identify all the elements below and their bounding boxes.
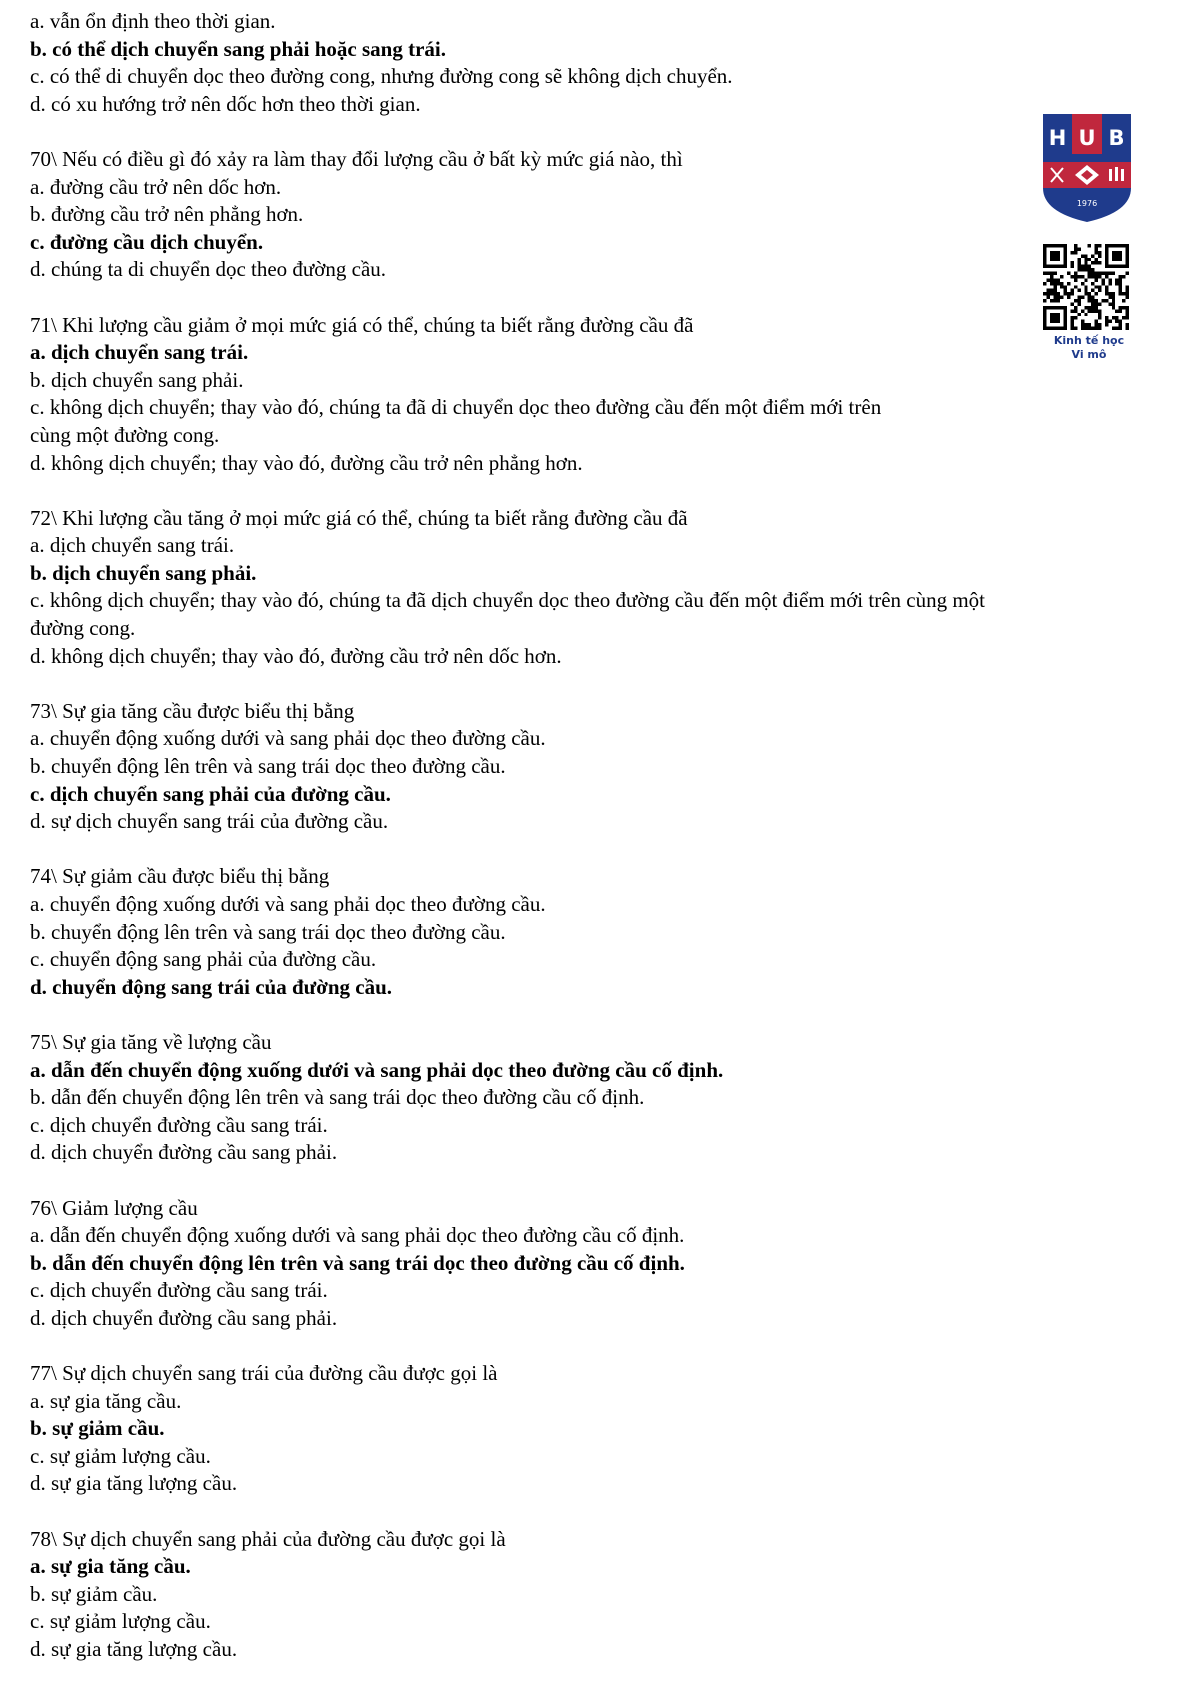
logo-letter-h: H (1048, 126, 1067, 150)
caption-line-1: Kinh tế học (1053, 334, 1125, 347)
answer-option: d. chúng ta di chuyển dọc theo đường cầu. (30, 257, 387, 282)
question-stem: 70\ Nếu có điều gì đó xảy ra làm thay đổi lượng cầu ở bất kỳ mức giá nào, thì (30, 146, 683, 171)
question-block (30, 312, 1150, 478)
answer-option: b. dẫn đến chuyển động lên trên và sang trái dọc theo đường cầu cố định. (30, 1085, 645, 1110)
answer-option: a. sự gia tăng cầu. (30, 1388, 182, 1413)
correct-answer-option: b. có thể dịch chuyển sang phải hoặc sang trái. (30, 36, 446, 61)
answer-option: d. dịch chuyển đường cầu sang phải. (30, 1140, 338, 1165)
answer-option: d. không dịch chuyển; thay vào đó, đường cầu trở nên dốc hơn. (30, 643, 562, 668)
caption-line-2: Vi mô (1071, 348, 1107, 361)
correct-answer-option: d. chuyển động sang trái của đường cầu. (30, 974, 393, 999)
answer-option: đường cong. (30, 616, 136, 641)
block-gap (30, 1333, 1150, 1361)
question-block (30, 8, 1150, 118)
answer-option: cùng một đường cong. (30, 422, 220, 447)
document-body (30, 8, 1150, 1664)
answer-option: c. không dịch chuyển; thay vào đó, chúng ta đã di chuyển dọc theo đường cầu đến một điểm mới trên (30, 395, 882, 420)
block-gap (30, 1001, 1150, 1029)
answer-option: c. dịch chuyển đường cầu sang trái. (30, 1278, 328, 1303)
block-gap (30, 670, 1150, 698)
question-block (30, 1360, 1150, 1498)
correct-answer-option: b. dịch chuyển sang phải. (30, 560, 257, 585)
correct-answer-option: b. dẫn đến chuyển động lên trên và sang trái dọc theo đường cầu cố định. (30, 1250, 685, 1275)
block-gap (30, 284, 1150, 312)
answer-option: c. không dịch chuyển; thay vào đó, chúng ta đã dịch chuyển dọc theo đường cầu đến một điểm mới trên cùng một (30, 588, 986, 613)
question-stem: 74\ Sự giảm cầu được biểu thị bằng (30, 864, 330, 889)
answer-option: c. có thể di chuyển dọc theo đường cong, nhưng đường cong sẽ không dịch chuyển. (30, 64, 733, 89)
answer-option: c. chuyển động sang phải của đường cầu. (30, 947, 377, 972)
question-block (30, 146, 1150, 284)
logo-letter-u: U (1078, 126, 1096, 150)
answer-option: d. không dịch chuyển; thay vào đó, đường cầu trở nên phẳng hơn. (30, 450, 583, 475)
answer-option: d. sự gia tăng lượng cầu. (30, 1637, 238, 1662)
question-stem: 76\ Giảm lượng cầu (30, 1195, 198, 1220)
correct-answer-option: c. dịch chuyển sang phải của đường cầu. (30, 781, 391, 806)
question-stem: 75\ Sự gia tăng về lượng cầu (30, 1029, 272, 1054)
answer-option: b. đường cầu trở nên phẳng hơn. (30, 202, 304, 227)
correct-answer-option: b. sự giảm cầu. (30, 1416, 165, 1441)
correct-answer-option: a. dịch chuyển sang trái. (30, 340, 249, 365)
question-stem: 72\ Khi lượng cầu tăng ở mọi mức giá có thể, chúng ta biết rằng đường cầu đã (30, 505, 688, 530)
question-block (30, 1029, 1150, 1167)
block-gap (30, 1167, 1150, 1195)
block-gap (30, 836, 1150, 864)
answer-option: a. chuyển động xuống dưới và sang phải dọc theo đường cầu. (30, 892, 546, 916)
question-block (30, 505, 1150, 671)
question-stem: 73\ Sự gia tăng cầu được biểu thị bằng (30, 698, 355, 723)
answer-option: b. chuyển động lên trên và sang trái dọc theo đường cầu. (30, 919, 506, 944)
block-gap (30, 477, 1150, 505)
question-block (30, 863, 1150, 1001)
answer-option: b. chuyển động lên trên và sang trái dọc theo đường cầu. (30, 754, 506, 779)
qr-code-icon (1043, 244, 1129, 330)
answer-option: c. dịch chuyển đường cầu sang trái. (30, 1112, 328, 1137)
answer-option: b. sự giảm cầu. (30, 1581, 158, 1606)
answer-option: a. đường cầu trở nên dốc hơn. (30, 174, 282, 199)
answer-option: d. dịch chuyển đường cầu sang phải. (30, 1305, 338, 1330)
answer-option: a. chuyển động xuống dưới và sang phải dọc theo đường cầu. (30, 726, 546, 751)
answer-option: d. sự gia tăng lượng cầu. (30, 1471, 238, 1496)
block-gap (30, 1498, 1150, 1526)
logo-letter-b: B (1108, 126, 1125, 150)
answer-option: d. sự dịch chuyển sang trái của đường cầu. (30, 809, 389, 834)
question-block (30, 1526, 1150, 1664)
branding-panel (1043, 114, 1133, 362)
correct-answer-option: c. đường cầu dịch chuyển. (30, 229, 264, 254)
question-block (30, 1195, 1150, 1333)
block-gap (30, 118, 1150, 146)
answer-option: a. dẫn đến chuyển động xuống dưới và sang phải dọc theo đường cầu cố định. (30, 1223, 685, 1248)
correct-answer-option: a. dẫn đến chuyển động xuống dưới và sang phải dọc theo đường cầu cố định. (30, 1057, 724, 1082)
question-stem: 78\ Sự dịch chuyển sang phải của đường cầu được gọi là (30, 1526, 506, 1551)
brand-caption (1041, 334, 1137, 362)
hub-logo-icon (1043, 114, 1131, 222)
answer-option: b. dịch chuyển sang phải. (30, 367, 244, 392)
question-stem: 71\ Khi lượng cầu giảm ở mọi mức giá có thể, chúng ta biết rằng đường cầu đã (30, 312, 694, 337)
correct-answer-option: a. sự gia tăng cầu. (30, 1554, 191, 1579)
question-stem: 77\ Sự dịch chuyển sang trái của đường cầu được gọi là (30, 1361, 498, 1386)
answer-option: a. vẫn ổn định theo thời gian. (30, 9, 276, 33)
answer-option: a. dịch chuyển sang trái. (30, 533, 235, 558)
answer-option: d. có xu hướng trở nên dốc hơn theo thời gian. (30, 91, 421, 116)
answer-option: c. sự giảm lượng cầu. (30, 1609, 211, 1634)
answer-option: c. sự giảm lượng cầu. (30, 1443, 211, 1468)
question-block (30, 698, 1150, 836)
logo-year: 1976 (1076, 199, 1098, 208)
